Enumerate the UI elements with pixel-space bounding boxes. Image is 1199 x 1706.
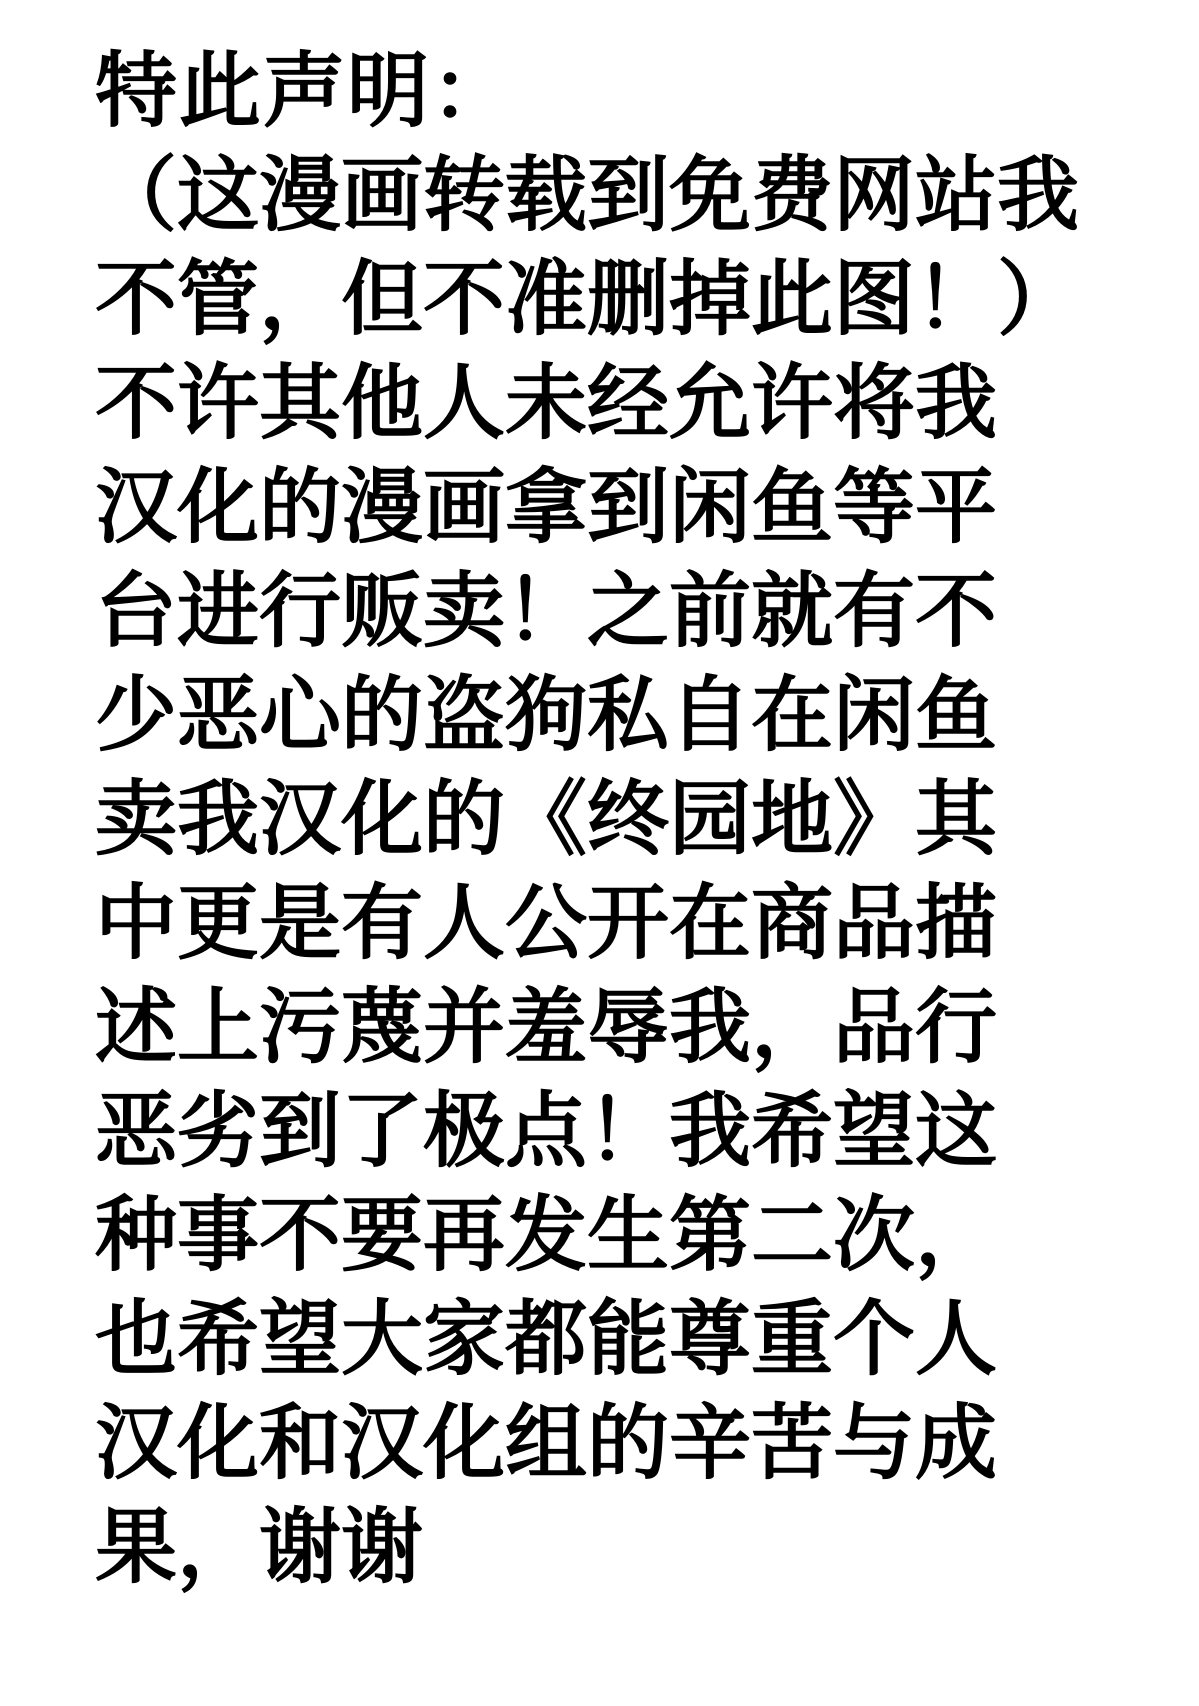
statement-line-14: 汉化和汉化组的辛苦与成 bbox=[95, 1396, 998, 1491]
statement-line-8: 卖我汉化的《终园地》其 bbox=[95, 772, 998, 867]
statement-line-6: 台进行贩卖！之前就有不 bbox=[95, 564, 998, 659]
statement-line-3: 不管，但不准删掉此图！） bbox=[95, 252, 1080, 347]
statement-title: 特此声明： bbox=[95, 44, 516, 139]
statement-line-13: 也希望大家都能尊重个人 bbox=[95, 1292, 998, 1387]
statement-line-5: 汉化的漫画拿到闲鱼等平 bbox=[95, 460, 998, 555]
statement-line-9: 中更是有人公开在商品描 bbox=[95, 876, 998, 971]
statement-line-7: 少恶心的盗狗私自在闲鱼 bbox=[95, 668, 998, 763]
statement-line-11: 恶劣到了极点！我希望这 bbox=[95, 1084, 998, 1179]
statement-line-12: 种事不要再发生第二次， bbox=[95, 1188, 998, 1283]
statement-line-10: 述上污蔑并羞辱我，品行 bbox=[95, 980, 998, 1075]
statement-text-block bbox=[95, 40, 1104, 1600]
statement-line-15: 果，谢谢 bbox=[95, 1500, 424, 1595]
statement-line-4: 不许其他人未经允许将我 bbox=[95, 356, 998, 451]
statement-line-2: （这漫画转载到免费网站我 bbox=[95, 148, 1080, 243]
